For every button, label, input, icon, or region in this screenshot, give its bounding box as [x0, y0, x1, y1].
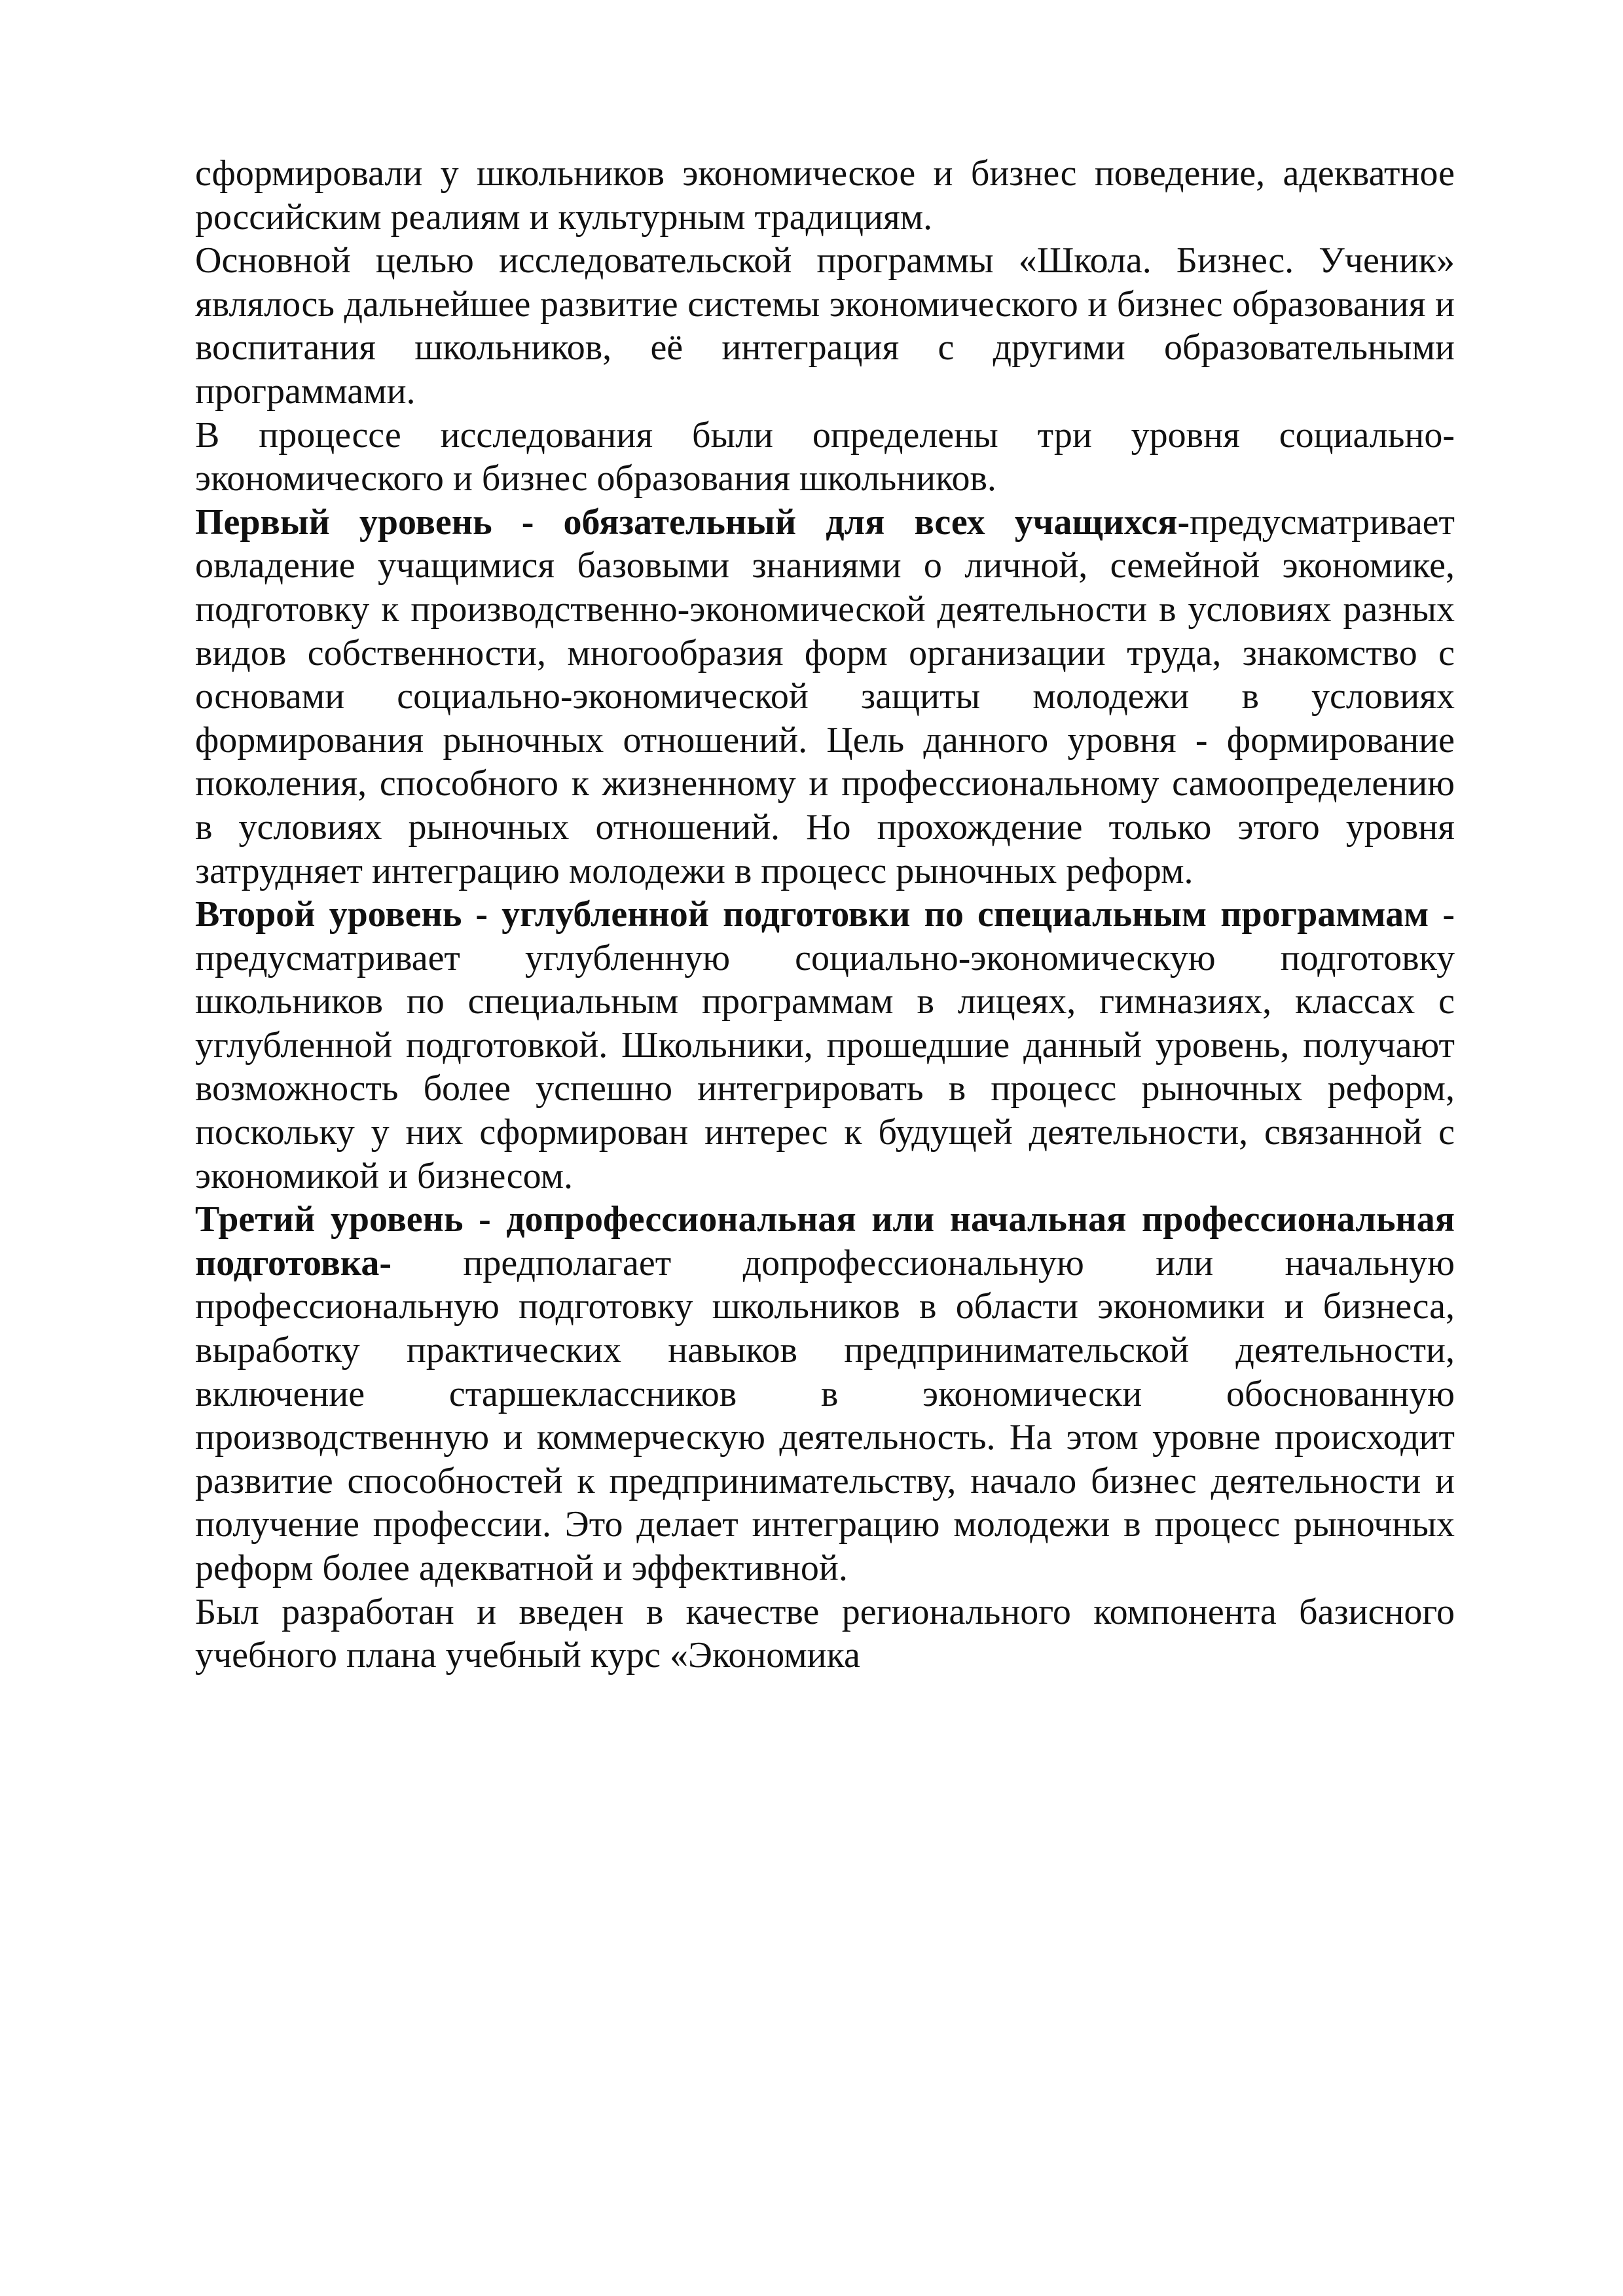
paragraph-intro: сформировали у школьников экономическое и бизнес поведение, адекватное российским реалиям и культурным традициям.: [195, 153, 1455, 238]
paragraph-course: Был разработан и введен в качестве регионального компонента базисного учебного плана учебный курс «Экономика: [195, 1591, 1455, 1676]
paragraph-level-two: [195, 893, 1455, 1198]
level-one-heading: Первый уровень - обязательный для всех учащихся-: [195, 501, 1190, 543]
level-two-text: - предусматривает углубленную социально-экономическую подготовку школьников по специальным программам в лицеях, гимназиях, классах с углубленной подготовкой. Школьники, прошедшие данный уровень, получают возможность более успешно интегрировать в процесс рыночных реформ, поскольку у них сформирован интерес к будущей деятельности, связанной с экономикой и бизнесом.: [195, 894, 1455, 1196]
level-one-text: предусматривает овладение учащимися базовыми знаниями о личной, семейной экономике, подготовку к производственно-экономической деятельности в условиях разных видов собственности, многообразия форм организации труда, знакомство с основами социально-экономической защиты молодежи в условиях формирования рыночных отношений. Цель данного уровня - формирование поколения, способного к жизненному и профессиональному самоопределению в условиях рыночных отношений. Но прохождение только этого уровня затрудняет интеграцию молодежи в процесс рыночных реформ.: [195, 501, 1455, 891]
paragraph-levels-overview: В процессе исследования были определены три уровня социально-экономического и бизнес образования школьников.: [195, 414, 1455, 499]
level-three-text: предполагает допрофессиональную или начальную профессиональную подготовку школьников в области экономики и бизнеса, выработку практических навыков предпринимательской деятельности, включение старшеклассников в экономически обоснованную производственную и коммерческую деятельность. На этом уровне происходит развитие способностей к предпринимательству, начало бизнес деятельности и получение профессии. Это делает интеграцию молодежи в процесс рыночных реформ более адекватной и эффективной.: [195, 1242, 1455, 1588]
document-page: [195, 152, 1455, 1677]
level-two-heading: Второй уровень - углубленной подготовки по специальным программам: [195, 894, 1429, 935]
paragraph-level-one: [195, 501, 1455, 893]
paragraph-program-goal: Основной целью исследовательской программы «Школа. Бизнес. Ученик» являлось дальнейшее развитие системы экономического и бизнес образования и воспитания школьников, её интеграция с другими образовательными программами.: [195, 240, 1455, 412]
level-three-heading: Третий уровень - допрофессиональная или начальная профессиональная подготовка-: [195, 1199, 1455, 1283]
paragraph-level-three: [195, 1198, 1455, 1590]
